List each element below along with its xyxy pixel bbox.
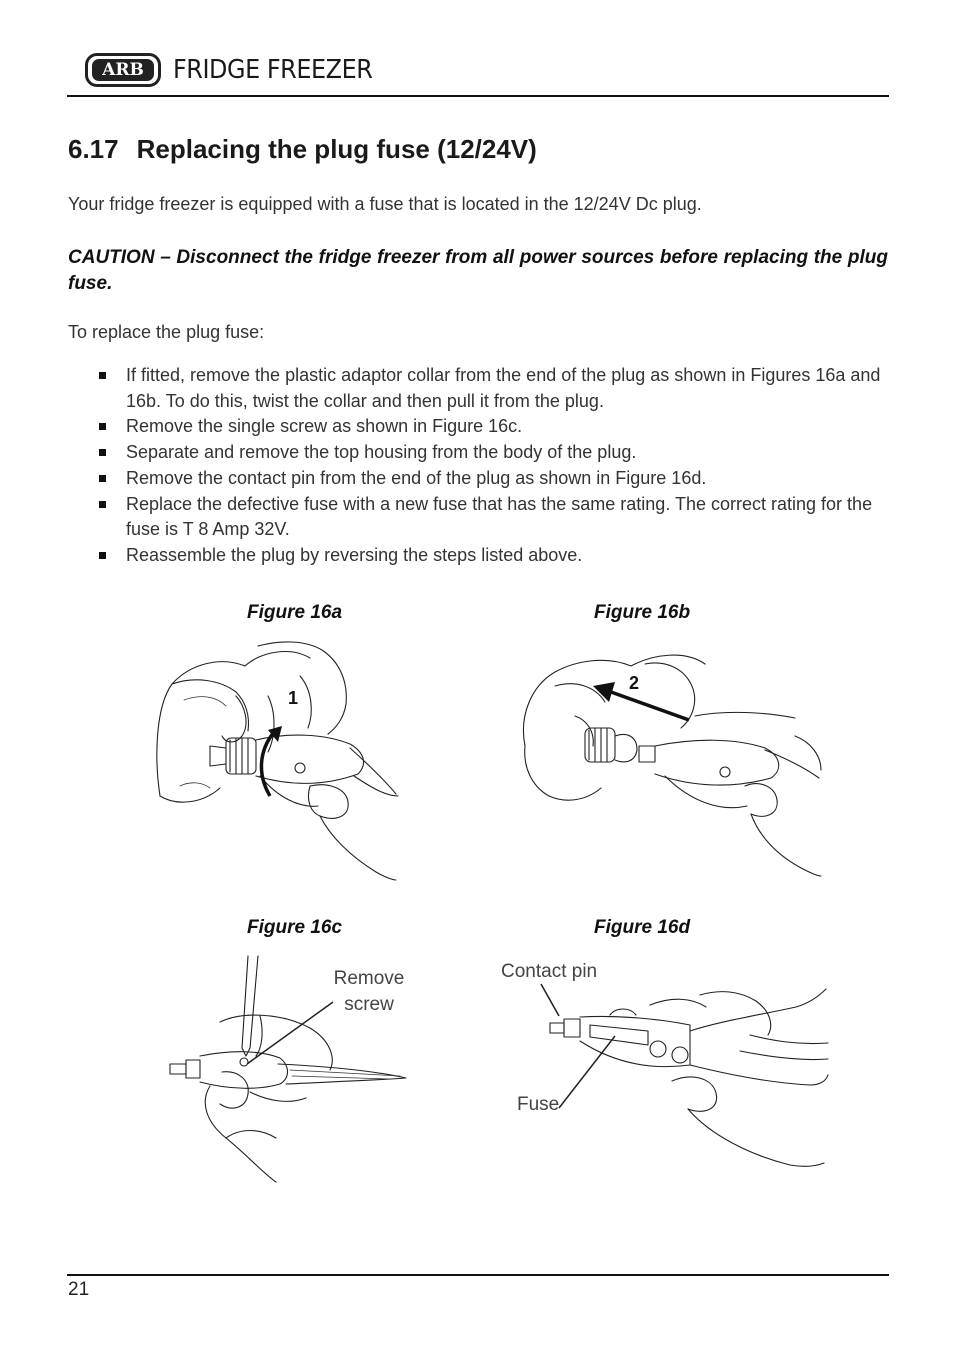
bullet-icon <box>99 372 106 379</box>
list-item: Remove the single screw as shown in Figure 16c. <box>96 414 886 440</box>
bullet-icon <box>99 501 106 508</box>
section-number: 6.17 <box>68 134 119 164</box>
figure-16d-caption: Figure 16d <box>594 917 691 938</box>
figure-16c-leader-line <box>235 1000 345 1070</box>
bullet-icon <box>99 423 106 430</box>
arb-logo <box>85 53 161 87</box>
instructions-lead: To replace the plug fuse: <box>68 322 265 342</box>
intro-paragraph: Your fridge freezer is equipped with a fuse that is located in the 12/24V Dc plug. <box>68 194 702 214</box>
screw-label: screw <box>344 994 394 1015</box>
bullet-icon <box>99 552 106 559</box>
page-header <box>85 50 390 90</box>
figure-16a-caption: Figure 16a <box>247 602 343 623</box>
list-item: Separate and remove the top housing from the body of the plug. <box>96 440 886 466</box>
figure-16b-caption: Figure 16b <box>594 602 691 623</box>
caution-notice: CAUTION – Disconnect the fridge freezer from all power sources before replacing the plug fuse. <box>68 247 888 294</box>
document-title: FRIDGE FREEZER <box>173 55 373 85</box>
arb-logo-text: ARB <box>92 59 154 81</box>
list-item: Reassemble the plug by reversing the steps listed above. <box>96 543 886 569</box>
contact-pin-label: Contact pin <box>501 961 598 982</box>
page-number: 21 <box>68 1279 90 1300</box>
list-item: Remove the contact pin from the end of the plug as shown in Figure 16d. <box>96 466 886 492</box>
figure-16b-step-number: 2 <box>629 673 640 693</box>
list-item: If fitted, remove the plastic adaptor collar from the end of the plug as shown in Figures 16a and 16b. To do this, twist the collar and then pull it from the plug. <box>96 363 886 414</box>
list-item: Replace the defective fuse with a new fuse that has the same rating. The correct rating for the fuse is T 8 Amp 32V. <box>96 492 886 543</box>
section-title: Replacing the plug fuse (12/24V) <box>136 134 537 164</box>
header-rule <box>67 95 889 97</box>
figure-16a-step-number: 1 <box>288 688 299 708</box>
remove-label: Remove <box>333 968 405 989</box>
figure-16c-callout <box>330 966 408 1018</box>
steps-list <box>96 363 886 569</box>
bullet-icon <box>99 449 106 456</box>
fuse-label: Fuse <box>517 1094 560 1115</box>
figure-16b-illustration <box>515 646 825 882</box>
figure-16a-illustration <box>150 636 400 884</box>
figure-16c-caption: Figure 16c <box>247 917 343 938</box>
footer-rule <box>67 1274 889 1276</box>
bullet-icon <box>99 475 106 482</box>
section-heading <box>68 134 537 165</box>
